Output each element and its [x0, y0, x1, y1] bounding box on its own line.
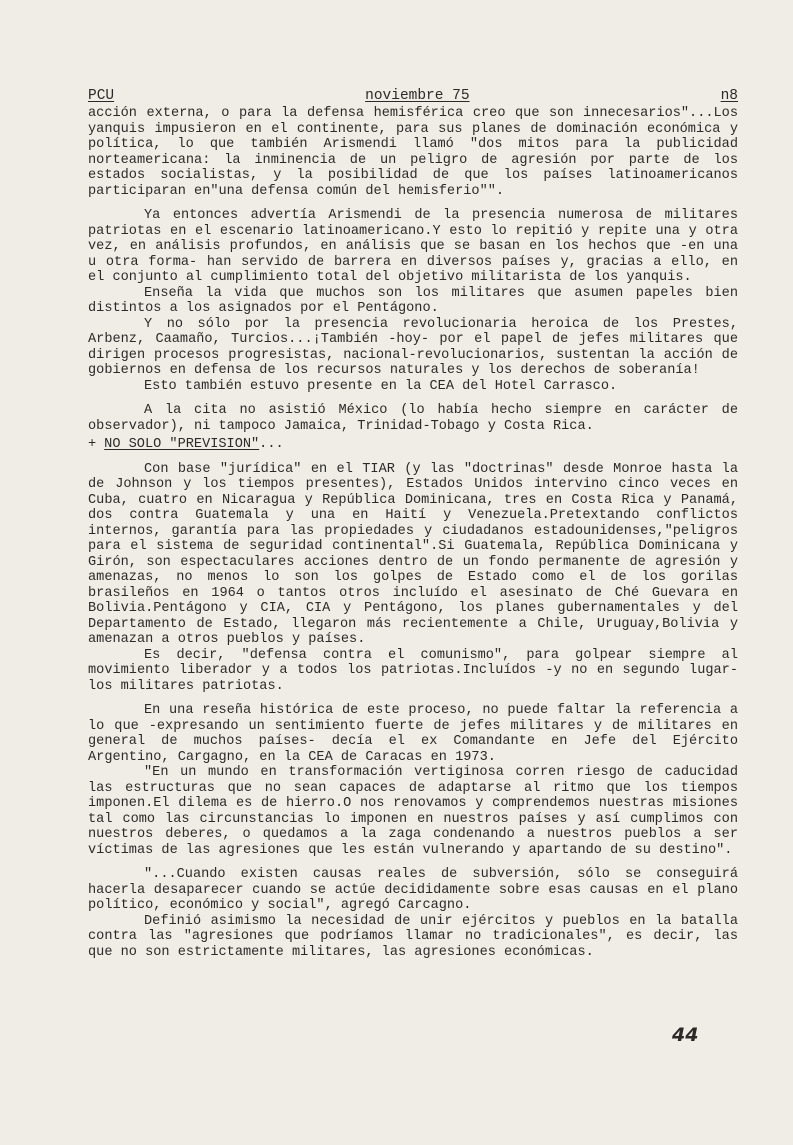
paragraph-8: Es decir, "defensa contra el comunismo", para golpear siempre al movimiento liberador y a todos los patriotas.Incluídos -y no en segundo lugar- los militares patriotas. — [88, 647, 738, 694]
section-marker: + — [88, 437, 97, 452]
paragraph-12: Definió asimismo la necesidad de unir ejércitos y pueblos en la batalla contra las "agresiones que podríamos llamar no tradicionales", es decir, las que no son estrictamente militares, las agresiones económicas. — [88, 913, 738, 960]
paragraph-5: Esto también estuvo presente en la CEA del Hotel Carrasco. — [144, 378, 618, 394]
paragraph-10: "En un mundo en transformación vertiginosa corren riesgo de caducidad las estructuras que no sean capaces de adaptarse al ritmo que los tiempos imponen.El dilema es de hierro.O nos renovamos y comprendemos nuestras misiones tal como las circunstancias lo imponen en nuestros países y así cumplimos con nuestros deberes, o quedamos a la zaga condenando a nuestros pueblos a ser víctimas de las agresiones que les están vulnerando y apartando de su destino". — [88, 765, 738, 858]
page-header — [88, 88, 738, 104]
paragraph-2: Ya entonces advertía Arismendi de la presencia numerosa de militares patriotas en el escenario latinoamericano.Y esto lo repitió y repite una y otra vez, en análisis profundos, en análisis que se basan en los hechos que -en una u otra forma- han servido de barrera en diversos países y, gracias a ello, en el conjunto al cumplimiento total del objetivo militarista de los yanquis. — [88, 208, 738, 285]
article-body — [88, 106, 738, 960]
paragraph-1: acción externa, o para la defensa hemisférica creo que son innecesarios"...Los yanquis impusieron en el continente, para sus planes de dominación económica y política, lo que también Arismendi llamó "dos mitos para la publicidad norteamericana: la inminencia de un peligro de agresión por parte de los estados socialistas, y la posibilidad de que los países latinoamericanos participaran en"una defensa común del hemisferio"". — [88, 106, 738, 199]
header-date: noviembre 75 — [365, 88, 470, 104]
document-page — [88, 88, 738, 960]
header-publication: PCU — [88, 88, 115, 104]
paragraph-7: Con base "jurídica" en el TIAR (y las "doctrinas" desde Monroe hasta la de Johnson y los tiempos presentes), Estados Unidos intervino cinco veces en Cuba, cuatro en Nicaragua y República Dominicana, tres en Costa Rica y Panamá, dos contra Guatemala y una en Haití y Venezuela.Pretextando conflictos internos, garantía para las propiedades y ciudadanos estadounidenses,"peligros para el sistema de seguridad continental".Si Guatemala, República Dominicana y Girón, son espectaculares acciones dentro de un fondo permanente de agresión y amenazas, no menos lo son los golpes de Estado como el de los gorilas brasileños en 1964 o tantos otros incluído el asesinato de Ché Guevara en Bolivia.Pentágono y CIA, CIA y Pentágono, los planes gubernamentales y del Departamento de Estado, llegaron más recientemente a Chile, Uruguay,Bolivia y amenazan a otros pueblos y países. — [88, 461, 738, 647]
page-number: 44 — [672, 1024, 699, 1046]
section-heading — [88, 437, 738, 453]
paragraph-4: Y no sólo por la presencia revolucionaria heroica de los Prestes, Arbenz, Caamaño, Turcios...¡También -hoy- por el papel de jefes militares que dirigen procesos progresistas, nacional-revolucionarios, sustentan la acción de gobiernos en defensa de los recursos naturales y los derechos de soberanía! — [88, 316, 738, 378]
header-issue-number: n8 — [720, 88, 738, 104]
section-title: NO SOLO "PREVISION" — [104, 437, 260, 452]
paragraph-9: En una reseña histórica de este proceso, no puede faltar la referencia a lo que -expresando un sentimiento fuerte de jefes militares y de militares en general de muchos países- decía el ex Comandante en Jefe del Ejército Argentino, Cargagno, en la CEA de Caracas en 1973. — [88, 703, 738, 765]
paragraph-6: A la cita no asistió México (lo había hecho siempre en carácter de observador), ni tampoco Jamaica, Trinidad-Tobago y Costa Rica. — [88, 403, 738, 434]
section-title-trail: ... — [259, 437, 284, 452]
paragraph-11: "...Cuando existen causas reales de subversión, sólo se conseguirá hacerla desaparecer cuando se actúe decididamente sobre esas causas en el plano político, económico y social", agregó Carcagno. — [88, 867, 738, 913]
paragraph-3: Enseña la vida que muchos son los militares que asumen papeles bien distintos a los asignados por el Pentágono. — [88, 285, 738, 316]
